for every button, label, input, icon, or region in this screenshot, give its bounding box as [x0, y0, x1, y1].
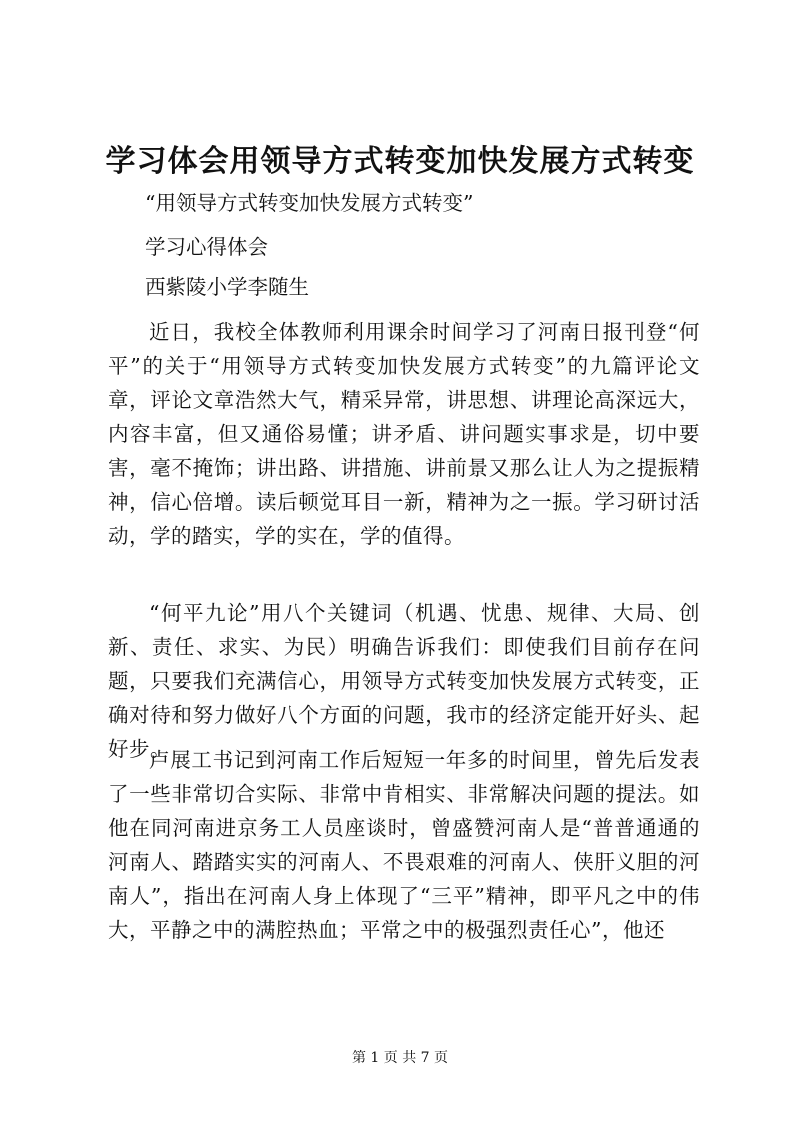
document-subtitle: “用领导方式转变加快发展方式转变” [145, 191, 474, 215]
page-number-footer: 第 1 页 共 7 页 [351, 1050, 449, 1066]
author-line: 西紫陵小学李随生 [145, 275, 309, 299]
body-paragraph-1: 近日，我校全体教师利用课余时间学习了河南日报刊登“何平”的关于“用领导方式转变加快发展方式转变”的九篇评论文章，评论文章浩然大气，精采异常，讲思想、讲理论高深远大，内容丰富，但又通俗易懂；讲矛盾、讲问题实事求是，切中要害，毫不掩饰；讲出路、讲措施、讲前景又那么让人为之提振精神，信心倍增。读后顿觉耳目一新，精神为之一振。学习研讨活动，学的踏实，学的实在，学的值得。 [108, 320, 700, 548]
section-heading: 学习心得体会 [145, 235, 268, 259]
body-paragraph-3: 卢展工书记到河南工作后短短一年多的时间里，曾先后发表了一些非常切合实际、非常中肯相实、非常解决问题的提法。如他在同河南进京务工人员座谈时，曾盛赞河南人是“普普通通的河南人、踏踏实实的河南人、不畏艰难的河南人、侠肝义胆的河南人”，指出在河南人身上体现了“三平”精神，即平凡之中的伟大，平静之中的满腔热血；平常之中的极强烈责任心”，他还 [108, 748, 700, 942]
body-paragraph-2: “何平九论”用八个关键词（机遇、忧患、规律、大局、创新、责任、求实、为民）明确告诉我们：即使我们目前存在问题，只要我们充满信心，用领导方式转变加快发展方式转变，正确对待和努力做好八个方面的问题，我市的经济定能开好头、起好步。 [108, 601, 700, 761]
document-title: 学习体会用领导方式转变加快发展方式转变 [105, 144, 695, 179]
